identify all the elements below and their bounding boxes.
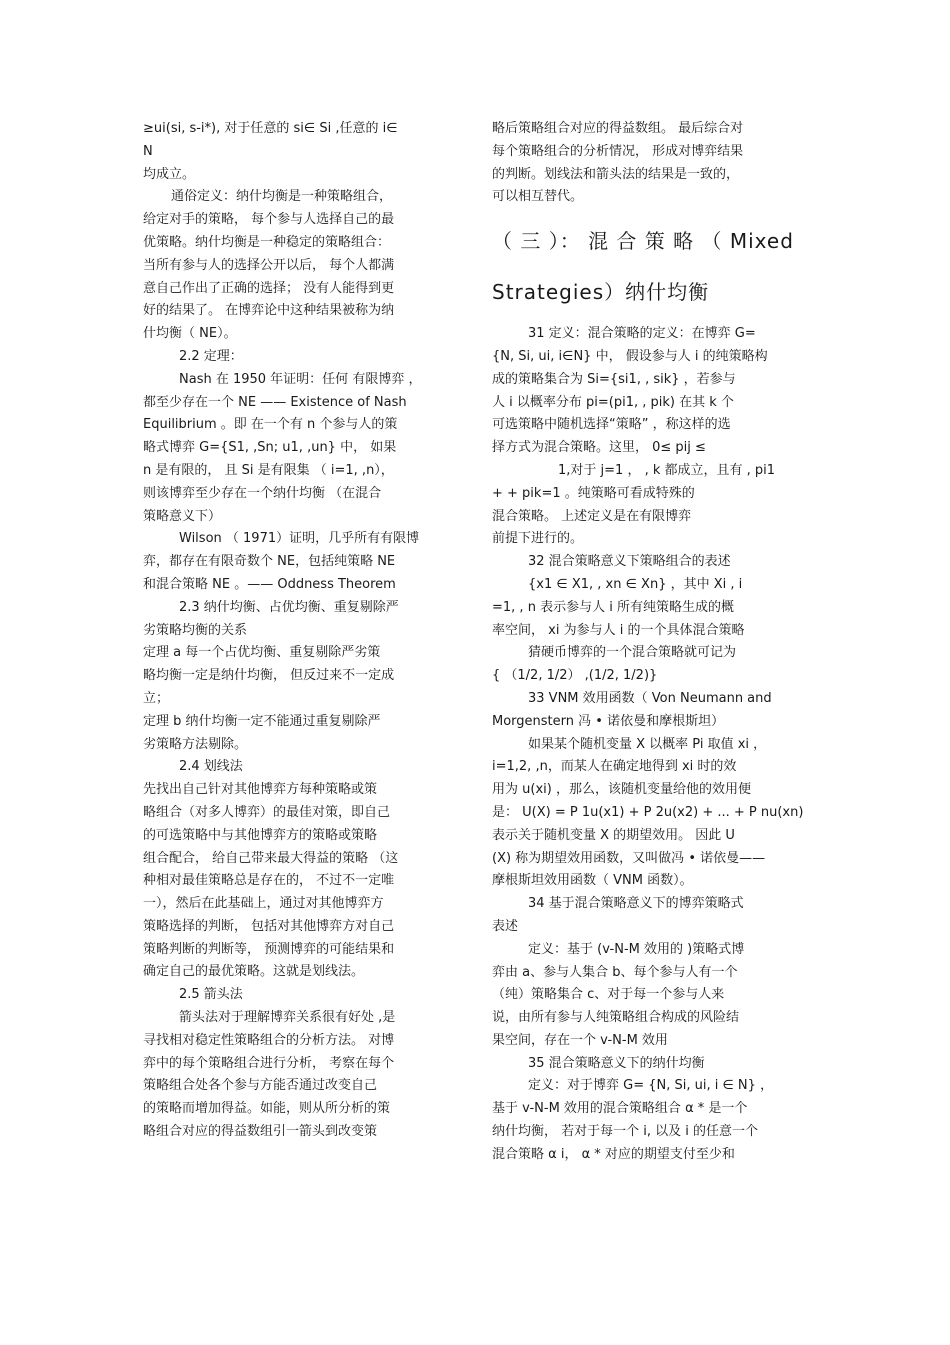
text-line: 略组合（对多人博弈）的最佳对策，即自己 bbox=[143, 804, 391, 820]
text-line: 一），然后在此基础上，通过对其他博弈方 bbox=[143, 896, 384, 912]
text-line: 种相对最佳策略总是存在的， 不过不一定唯 bbox=[143, 873, 395, 889]
text-line: （纯）策略集合 c、对于每一个参与人来 bbox=[492, 987, 725, 1003]
text-line: 混合策略 α i， α * 对应的期望支付至少和 bbox=[492, 1146, 735, 1162]
text-line: 可选策略中随机选择“策略” ，称这样的选 bbox=[492, 417, 731, 433]
text-line: 每个策略组合的分析情况， 形成对博弈结果 bbox=[492, 143, 744, 159]
text-line: i=1,2, ,n，而某人在确定地得到 xi 时的效 bbox=[492, 759, 737, 775]
text-line: 好的结果了。 在博弈论中这种结果被称为纳 bbox=[143, 303, 395, 319]
text-line: 略式博弈 G={S1, ,Sn; u1, ,un} 中， 如果 bbox=[143, 440, 397, 456]
section-title-continued: Strategies）纳什均衡 bbox=[492, 280, 710, 305]
subsection-heading: 32 混合策略意义下策略组合的表述 bbox=[528, 554, 731, 570]
text-line: 策略选择的判断， 包括对其他博弈方对自己 bbox=[143, 918, 395, 934]
text-line: 猜硬币博弈的一个混合策略就可记为 bbox=[528, 645, 737, 661]
text-line: Morgenstern 冯 • 诺依曼和摩根斯坦） bbox=[492, 713, 725, 729]
text-line: {x1 ∈ X1, , xn ∈ Xn} ，其中 Xi , i bbox=[528, 576, 743, 592]
text-line: Wilson （ 1971）证明，几乎所有有限博 bbox=[179, 531, 420, 547]
text-line: 弈由 a、参与人集合 b、每个参与人有一个 bbox=[492, 964, 738, 980]
text-line: 基于 v-N-M 效用的混合策略组合 α * 是一个 bbox=[492, 1101, 748, 1117]
right-column bbox=[492, 118, 810, 1167]
text-line: 均成立。 bbox=[143, 166, 196, 182]
text-line: 策略组合处各个参与方能否通过改变自己 bbox=[143, 1078, 378, 1094]
text-line: 成的策略集合为 Si={si1, , sik} ，若参与 bbox=[492, 371, 736, 387]
text-line: 都至少存在一个 NE —— Existence of Nash bbox=[143, 394, 407, 410]
text-line: 前提下进行的。 bbox=[492, 531, 584, 547]
text-line: 弈中的每个策略组合进行分析， 考察在每个 bbox=[143, 1055, 395, 1071]
text-line: 略均衡一定是纳什均衡， 但反过来不一定成 bbox=[143, 668, 395, 684]
text-line: 略后策略组合对应的得益数组。 最后综合对 bbox=[492, 121, 744, 136]
text-line: 果空间，存在一个 v-N-M 效用 bbox=[492, 1032, 668, 1048]
section-heading: 劣策略均衡的关系 bbox=[143, 622, 248, 638]
text-line: 择方式为混合策略。这里， 0≤ pij ≤ bbox=[492, 440, 706, 456]
subsection-heading: 31 定义：混合策略的定义：在博弈 G= bbox=[528, 326, 756, 342]
text-line: 说，由所有参与人纯策略组合构成的风险结 bbox=[492, 1010, 740, 1026]
text-line: 劣策略方法剔除。 bbox=[143, 736, 248, 752]
text-line: 的判断。划线法和箭头法的结果是一致的， bbox=[492, 166, 740, 182]
text-line: 摩根斯坦效用函数（ VNM 函数）。 bbox=[492, 873, 693, 889]
text-line: 策略意义下） bbox=[143, 508, 222, 524]
text-line: Nash 在 1950 年证明：任何 有限博弈 ， bbox=[179, 371, 422, 387]
text-line: 混合策略。 上述定义是在有限博弈 bbox=[492, 508, 692, 524]
text-line: 确定自己的最优策略。这就是划线法。 bbox=[143, 964, 365, 980]
text-line: n 是有限的， 且 Si 是有限集 （ i=1, ,n）， bbox=[143, 462, 394, 478]
text-line: { （1/2, 1/2） ,(1/2, 1/2)} bbox=[492, 668, 658, 684]
text-line: 优策略。纳什均衡是一种稳定的策略组合： bbox=[143, 234, 391, 250]
text-line: ≥ui(si, s-i*), 对于任意的 si∈ Si ,任意的 i∈ bbox=[143, 121, 398, 136]
text-line: 寻找相对稳定性策略组合的分析方法。 对博 bbox=[143, 1032, 395, 1048]
text-line: 的策略而增加得益。如能，则从所分析的策 bbox=[143, 1101, 391, 1117]
text-line: 和混合策略 NE 。—— Oddness Theorem bbox=[143, 576, 396, 592]
left-column bbox=[143, 118, 465, 1144]
text-line: 定义：对于博弈 G= {N, Si, ui, i ∈ N} ， bbox=[528, 1078, 774, 1094]
subsection-heading: 33 VNM 效用函数（ Von Neumann and bbox=[528, 690, 772, 706]
subsection-heading: 35 混合策略意义下的纳什均衡 bbox=[528, 1055, 705, 1071]
text-line: 弈，都存在有限奇数个 NE，包括纯策略 NE bbox=[143, 554, 396, 570]
text-line: =1, , n 表示参与人 i 所有纯策略生成的概 bbox=[492, 599, 734, 615]
text-line: + + pik=1 。纯策略可看成特殊的 bbox=[492, 485, 695, 501]
text-line: 用为 u(xi) ，那么，该随机变量给他的效用便 bbox=[492, 782, 751, 798]
text-line: 纳什均衡， 若对于每一个 i, 以及 i 的任意一个 bbox=[492, 1124, 759, 1140]
text-line: 则该博弈至少存在一个纳什均衡 （在混合 bbox=[143, 485, 382, 501]
formula-line: 是： U(X) = P 1u(x1) + P 2u(x2) + ... + P nu(xn) bbox=[492, 804, 804, 820]
text-line: 当所有参与人的选择公开以后， 每个人都满 bbox=[143, 257, 395, 273]
text-line: N bbox=[143, 143, 153, 159]
text-line: 组合配合， 给自己带来最大得益的策略 （这 bbox=[143, 850, 399, 866]
text-line: 给定对手的策略， 每个参与人选择自己的最 bbox=[143, 212, 395, 228]
text-line: 策略判断的判断等， 预测博弈的可能结果和 bbox=[143, 941, 395, 957]
text-line: 定理 a 每一个占优均衡、重复剔除严劣策 bbox=[143, 645, 381, 661]
text-line: 1,对于 j=1 ， , k 都成立，且有 , pi1 bbox=[558, 462, 776, 478]
section-heading: 2.3 纳什均衡、占优均衡、重复剔除严 bbox=[179, 599, 399, 615]
text-line: 定理 b 纳什均衡一定不能通过重复剔除严 bbox=[143, 713, 381, 729]
text-line: Equilibrium 。即 在一个有 n 个参与人的策 bbox=[143, 417, 398, 433]
section-title: （ 三 ）： 混 合 策 略 （ Mixed bbox=[492, 229, 794, 254]
text-line: 略组合对应的得益数组引一箭头到改变策 bbox=[143, 1124, 378, 1140]
text-line: {N, Si, ui, i∈N} 中， 假设参与人 i 的纯策略构 bbox=[492, 348, 768, 364]
text-line: 如果某个随机变量 X 以概率 Pi 取值 xi ， bbox=[528, 736, 767, 752]
text-line: 可以相互替代。 bbox=[492, 189, 584, 205]
text-line: 的可选策略中与其他博弈方的策略或策略 bbox=[143, 827, 378, 843]
text-line: 什均衡（ NE）。 bbox=[143, 326, 237, 342]
section-heading: 2.5 箭头法 bbox=[179, 987, 243, 1003]
text-line: 箭头法对于理解博弈关系很有好处 ,是 bbox=[179, 1010, 396, 1026]
subsection-heading: 表述 bbox=[492, 918, 519, 934]
section-heading: 2.4 划线法 bbox=[179, 759, 243, 775]
subsection-heading: 34 基于混合策略意义下的博弈策略式 bbox=[528, 896, 744, 912]
text-line: 人 i 以概率分布 pi=(pi1, , pik) 在其 k 个 bbox=[492, 394, 734, 410]
text-line: 立； bbox=[143, 690, 170, 706]
text-line: (X) 称为期望效用函数，又叫做冯 • 诺依曼—— bbox=[492, 850, 766, 866]
text-line: 表示关于随机变量 X 的期望效用。 因此 U bbox=[492, 827, 735, 843]
text-line: 定义：基于 (v-N-M 效用的 )策略式博 bbox=[528, 941, 745, 957]
section-heading: 2.2 定理： bbox=[179, 348, 243, 364]
text-line: 率空间， xi 为参与人 i 的一个具体混合策略 bbox=[492, 622, 745, 638]
text-line: 意自己作出了正确的选择； 没有人能得到更 bbox=[143, 280, 395, 296]
text-line: 先找出自己针对其他博弈方每种策略或策 bbox=[143, 782, 378, 798]
text-line: 通俗定义：纳什均衡是一种策略组合， bbox=[171, 189, 393, 205]
